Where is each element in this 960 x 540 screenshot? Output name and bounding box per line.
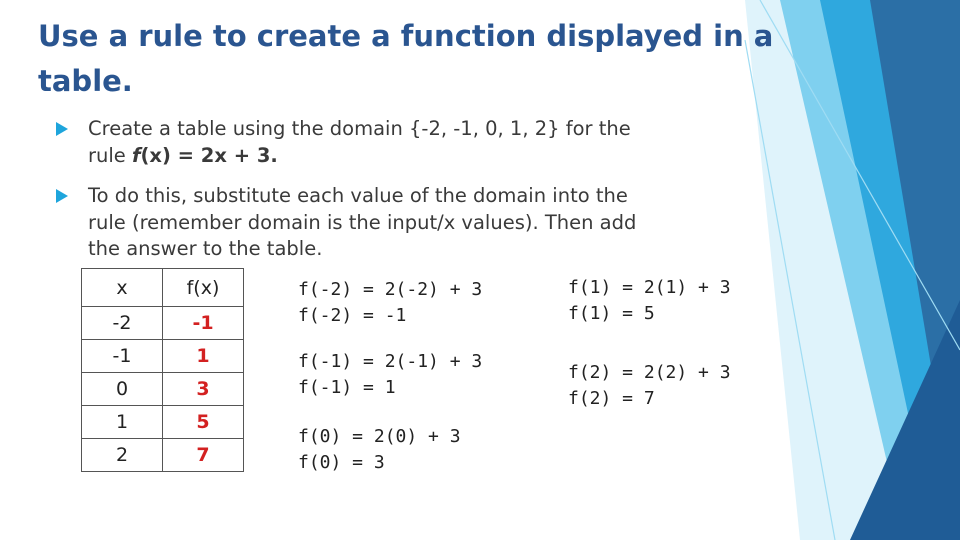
work-line: f(-2) = 2(-2) + 3	[298, 279, 483, 300]
table-cell-fx: 7	[163, 439, 244, 472]
table-cell-x: 1	[82, 406, 163, 439]
table-row	[82, 406, 244, 439]
work-line: f(0) = 2(0) + 3	[298, 426, 461, 447]
work-line: f(-2) = -1	[298, 305, 407, 326]
work-line: f(0) = 3	[298, 452, 385, 473]
work-block-neg1	[298, 349, 482, 401]
bullet-arrow-icon	[56, 122, 68, 136]
table-row	[82, 307, 244, 340]
work-line: f(2) = 2(2) + 3	[568, 362, 731, 383]
bullet-list	[56, 116, 716, 277]
bullet-item-1	[56, 116, 716, 169]
bullet-1-line-2	[88, 143, 716, 170]
table-cell-x: -2	[82, 307, 163, 340]
table-cell-fx: 3	[163, 373, 244, 406]
bullet-1-line-1: Create a table using the domain {-2, -1, 0, 1, 2} for the	[88, 117, 631, 140]
work-line: f(1) = 2(1) + 3	[568, 277, 731, 298]
work-block-1	[568, 275, 731, 327]
bullet-arrow-icon	[56, 189, 68, 203]
table-cell-x: 2	[82, 439, 163, 472]
bullet-2-line-2: rule (remember domain is the input/x values). Then add	[88, 210, 637, 234]
slide-title: Use a rule to create a function displayed in a table.	[38, 19, 774, 98]
work-line: f(2) = 7	[568, 388, 655, 409]
table-cell-fx: 5	[163, 406, 244, 439]
table-row	[82, 373, 244, 406]
table-row	[82, 340, 244, 373]
table-cell-x: -1	[82, 340, 163, 373]
function-table	[81, 268, 244, 472]
table-row	[82, 439, 244, 472]
bullet-1-line-2-pre: rule	[88, 143, 132, 167]
work-block-neg2	[298, 277, 482, 329]
bullet-2-line-3: the answer to the table.	[88, 237, 323, 260]
bullet-2-line-1: To do this, substitute each value of the domain into the	[88, 184, 628, 207]
work-line: f(-1) = 2(-1) + 3	[298, 351, 483, 372]
work-block-2	[568, 360, 731, 412]
work-line: f(1) = 5	[568, 303, 655, 324]
table-cell-fx: 1	[163, 340, 244, 373]
table-header-row	[82, 269, 244, 307]
table-cell-fx: -1	[163, 307, 244, 340]
bullet-1-line-2-post: (x) = 2x + 3.	[140, 143, 278, 167]
work-block-0	[298, 424, 461, 476]
table-header-x: x	[82, 269, 163, 307]
table-header-fx: f(x)	[163, 269, 244, 307]
bullet-item-2	[56, 183, 716, 263]
work-line: f(-1) = 1	[298, 377, 396, 398]
table-cell-x: 0	[82, 373, 163, 406]
bullet-1-function-name: f	[132, 143, 141, 167]
